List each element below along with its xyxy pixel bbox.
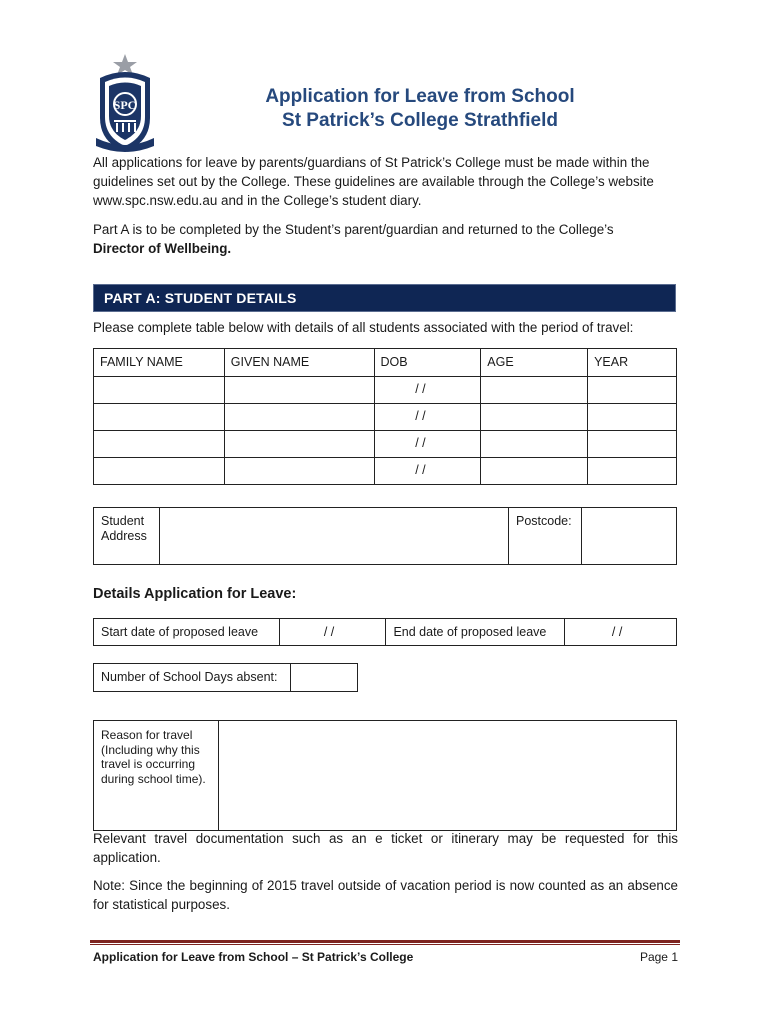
year-cell[interactable] — [588, 458, 677, 485]
part-a-instructions — [93, 220, 678, 258]
family-name-cell[interactable] — [94, 404, 225, 431]
footer-rule-thin — [90, 944, 680, 945]
end-date-label: End date of proposed leave — [386, 619, 565, 646]
age-cell[interactable] — [481, 377, 588, 404]
part-a-banner — [93, 284, 676, 312]
dob-cell[interactable]: / / — [374, 377, 481, 404]
postcode-label: Postcode: — [509, 508, 582, 565]
start-date-field[interactable]: / / — [279, 619, 386, 646]
family-name-cell[interactable] — [94, 431, 225, 458]
leave-dates-table — [93, 618, 677, 646]
part-a-instructions-text: Part A is to be completed by the Student’s parent/guardian and returned to the College’s — [93, 222, 614, 237]
given-name-cell[interactable] — [224, 458, 374, 485]
college-name-title: St Patrick’s College Strathfield — [282, 110, 558, 131]
age-cell[interactable] — [481, 431, 588, 458]
table-row — [94, 458, 677, 485]
school-days-field[interactable] — [291, 664, 358, 692]
part-a-banner-label: PART A: STUDENT DETAILS — [104, 290, 297, 306]
family-name-cell[interactable] — [94, 458, 225, 485]
age-cell[interactable] — [481, 404, 588, 431]
student-details-table — [93, 348, 677, 485]
footer-rule — [90, 940, 680, 943]
student-address-table — [93, 507, 677, 565]
student-address-label: Student Address — [94, 508, 160, 565]
dob-cell[interactable]: / / — [374, 458, 481, 485]
year-cell[interactable] — [588, 431, 677, 458]
column-header-family-name: FAMILY NAME — [94, 349, 225, 377]
column-header-given-name: GIVEN NAME — [224, 349, 374, 377]
column-header-age: AGE — [481, 349, 588, 377]
given-name-cell[interactable] — [224, 377, 374, 404]
table-row — [94, 404, 677, 431]
column-header-year: YEAR — [588, 349, 677, 377]
director-of-wellbeing: Director of Wellbeing. — [93, 241, 232, 256]
travel-documentation-note: Relevant travel documentation such as an e ticket or itinerary may be requested for this application. — [93, 831, 678, 865]
student-table-instruction: Please complete table below with details of all students associated with the period of travel: — [93, 320, 634, 335]
svg-text:SPC: SPC — [113, 98, 137, 112]
year-cell[interactable] — [588, 404, 677, 431]
given-name-cell[interactable] — [224, 404, 374, 431]
year-cell[interactable] — [588, 377, 677, 404]
leave-details-heading: Details Application for Leave: — [93, 586, 297, 602]
given-name-cell[interactable] — [224, 431, 374, 458]
table-row — [94, 377, 677, 404]
table-row — [94, 431, 677, 458]
reason-for-travel-label: Reason for travel (Including why this travel is occurring during school time). — [94, 721, 219, 831]
school-days-table — [93, 663, 358, 692]
reason-for-travel-field[interactable] — [219, 721, 677, 831]
postcode-field[interactable] — [582, 508, 677, 565]
footer-title: Application for Leave from School – St Patrick’s College — [93, 950, 414, 964]
column-header-dob: DOB — [374, 349, 481, 377]
absence-statistics-note: Note: Since the beginning of 2015 travel outside of vacation period is now counted as an absence for statistical purposes. — [93, 878, 678, 912]
form-title: Application for Leave from School — [265, 86, 575, 107]
intro-paragraph: All applications for leave by parents/guardians of St Patrick’s College must be made within the guidelines set out by the College. These guidelines are available through the College’s website www.spc.nsw.edu.au and in the College’s student diary. — [93, 155, 654, 208]
end-date-field[interactable]: / / — [565, 619, 677, 646]
dob-cell[interactable]: / / — [374, 431, 481, 458]
school-days-label: Number of School Days absent: — [94, 664, 291, 692]
college-crest-logo — [92, 52, 158, 156]
student-address-field[interactable] — [160, 508, 509, 565]
page-number: Page 1 — [639, 950, 678, 964]
age-cell[interactable] — [481, 458, 588, 485]
student-table-header-row — [94, 349, 677, 377]
family-name-cell[interactable] — [94, 377, 225, 404]
start-date-label: Start date of proposed leave — [94, 619, 280, 646]
reason-for-travel-table — [93, 720, 677, 831]
dob-cell[interactable]: / / — [374, 404, 481, 431]
